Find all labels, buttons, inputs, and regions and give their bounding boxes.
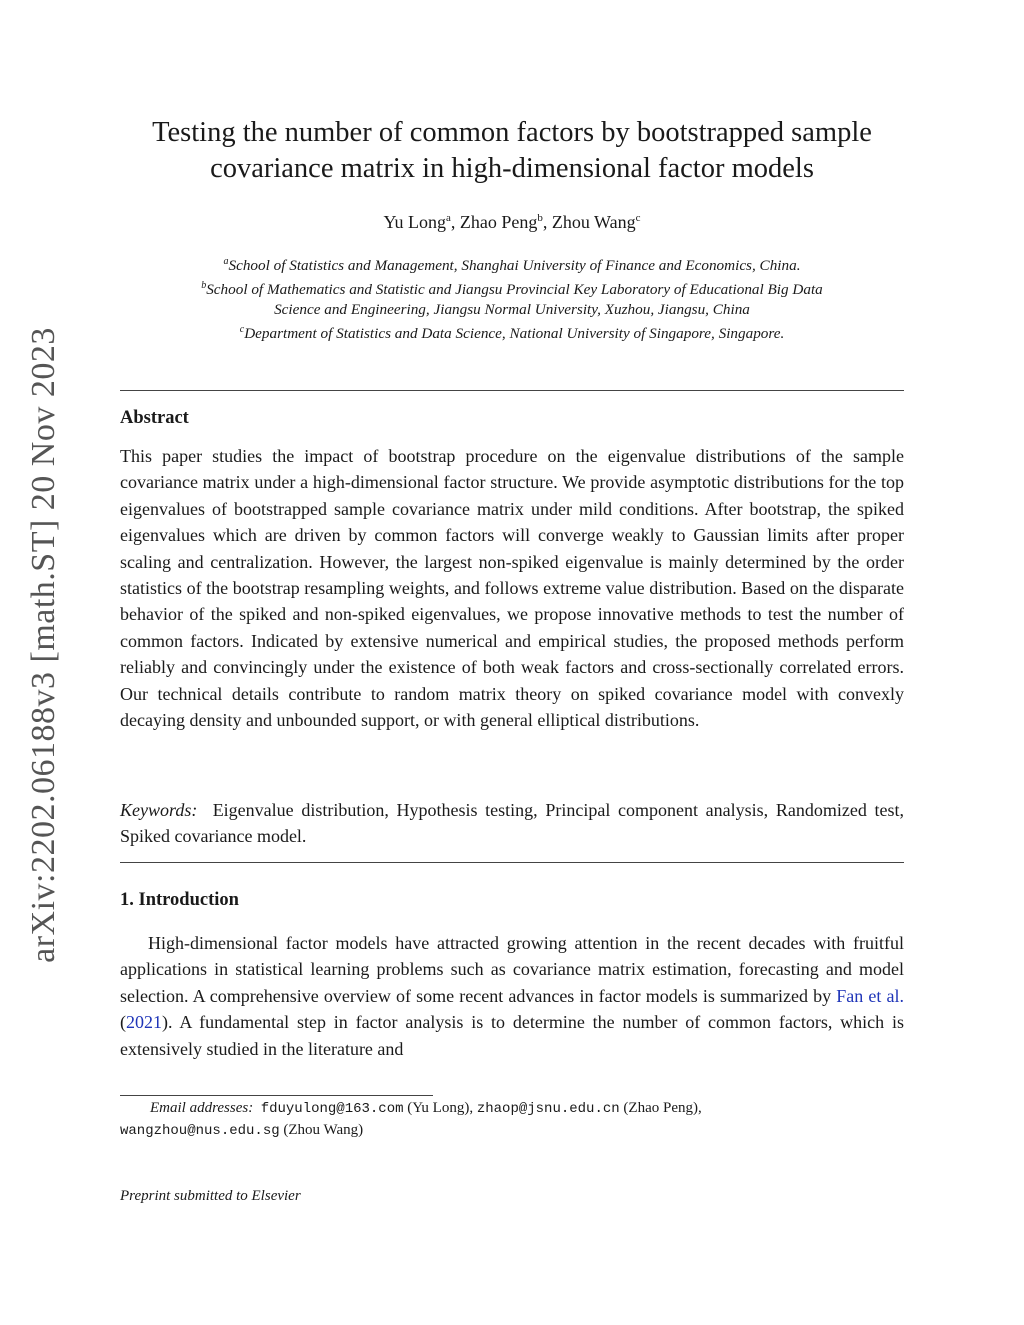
affiliation-text: School of Mathematics and Statistic and Jiangsu Provincial Key Laboratory of Educational Big Data (206, 281, 823, 299)
title-line-2: covariance matrix in high-dimensional factor models (210, 153, 814, 184)
email-address: fduyulong@163.com (260, 1101, 404, 1117)
introduction-paragraph (120, 930, 904, 1062)
affiliations (120, 252, 904, 344)
affiliation-a (120, 252, 904, 276)
cite-paren-close: ) (162, 1012, 168, 1033)
affiliation-c (120, 320, 904, 344)
author-name: Zhao Peng (459, 212, 538, 232)
email-address: zhaop@jsnu.edu.cn (476, 1101, 620, 1117)
citation-year-link[interactable]: 2021 (126, 1012, 162, 1033)
cite-paren-open: ( (120, 1012, 126, 1033)
affiliation-text: Department of Statistics and Data Science, National University of Singapore, Singapore. (244, 325, 785, 343)
abstract-top-rule (120, 390, 904, 391)
affiliation-mark: a (223, 256, 229, 267)
footnote-rule (120, 1095, 433, 1096)
author-mark: b (537, 212, 543, 224)
email-address: wangzhou@nus.edu.sg (120, 1123, 280, 1139)
email-label: Email addresses: (150, 1100, 254, 1116)
affiliation-mark: b (201, 280, 207, 292)
section-heading-introduction: 1. Introduction (120, 890, 239, 910)
abstract-bottom-rule (120, 862, 904, 863)
email-owner: (Zhao Peng), (623, 1100, 702, 1116)
keywords-text: Eigenvalue distribution, Hypothesis testing, Principal component analysis, Randomized test, Spiked covariance model. (120, 800, 904, 847)
citation-author-link[interactable]: Fan et al. (836, 985, 904, 1006)
preprint-notice: Preprint submitted to Elsevier (120, 1188, 301, 1204)
keywords-label: Keywords: (120, 800, 198, 820)
intro-text-after: . A fundamental step in factor analysis is to determine the number of common factors, which is extensively studied in the literature and (120, 1012, 904, 1059)
author-mark: a (446, 212, 451, 224)
footnote-emails (120, 1098, 904, 1142)
author-list: Yu Long$^a$, Zhao Peng$^b$, Zhou Wang$^c$ (383, 212, 641, 232)
intro-text-before: High-dimensional factor models have attracted growing attention in the recent decades with fruitful applications in statistical learning problems such as covariance matrix estimation, forecasting and model selection. A comprehensive overview of some recent advances in factor models is summarized by (120, 933, 904, 1006)
affiliation-b (120, 276, 904, 300)
title-line-1: Testing the number of common factors by bootstrapped sample (152, 117, 872, 148)
paper-title (120, 115, 904, 187)
affiliation-text: School of Statistics and Management, Shanghai University of Finance and Economics, China. (228, 257, 801, 275)
email-owner: (Zhou Wang) (283, 1122, 364, 1138)
keywords (120, 797, 904, 850)
author-name: Zhou Wang (551, 212, 636, 232)
affiliation-mark: c (239, 324, 245, 336)
abstract-text: This paper studies the impact of bootstrap procedure on the eigenvalue distributions of the sample covariance matrix under a high-dimensional factor structure. We provide asymptotic distributions for the top eigenvalues of bootstrapped sample covariance matrix under mild conditions. After bootstrap, the spiked eigenvalues which are driven by common factors will converge weakly to Gaussian limits after proper scaling and centralization. However, the largest non-spiked eigenvalue is mainly determined by the order statistics of the bootstrap resampling weights, and follows extreme value distribution. Based on the disparate behavior of the spiked and non-spiked eigenvalues, we propose innovative methods to test the number of common factors. Indicated by extensive numerical and empirical studies, the proposed methods perform reliably and convincingly under the existence of both weak factors and cross-sectionally correlated errors. Our technical details contribute to random matrix theory on spiked covariance model with convexly decaying density and unbounded support, or with general elliptical distributions. (120, 446, 904, 731)
author-name: Yu Long (383, 212, 446, 232)
affiliation-b-cont: Science and Engineering, Jiangsu Normal University, Xuzhou, Jiangsu, China (274, 301, 750, 319)
arxiv-identifier: arXiv:2202.06188v3 [math.ST] 20 Nov 2023 (25, 327, 62, 963)
author-mark: c (635, 212, 641, 224)
abstract-heading: Abstract (120, 408, 189, 428)
email-owner: (Yu Long), (407, 1100, 474, 1116)
